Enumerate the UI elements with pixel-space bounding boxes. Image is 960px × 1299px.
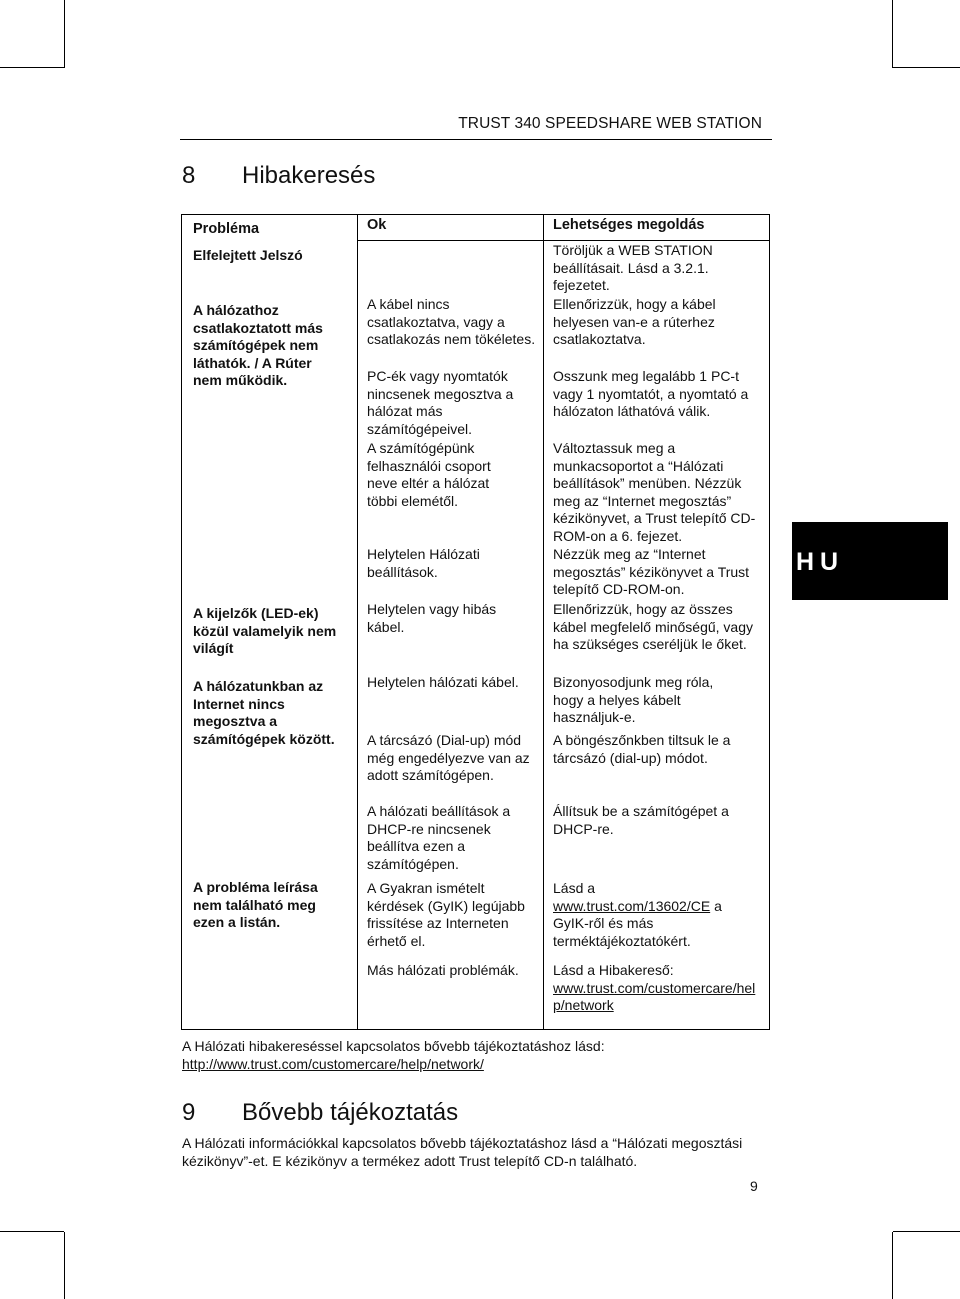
cause-cell: Helytelen hálózati kábel. <box>367 674 519 690</box>
crop-mark <box>892 1232 893 1299</box>
column-header-problem: Probléma <box>193 221 260 237</box>
solution-cell: Osszunk meg legalább 1 PC-t vagy 1 nyomtatót, a nyomtató a hálózaton láthatóvá válik. <box>553 368 749 419</box>
help-network-link[interactable]: www.trust.com/customercare/help/network <box>553 979 756 1013</box>
cause-cell: Helytelen vagy hibás kábel. <box>367 601 497 635</box>
page-number: 9 <box>750 1178 758 1194</box>
table-column-divider <box>543 214 544 1030</box>
cause-cell: A hálózati beállítások a DHCP-re nincsenek beállítva ezen a számítógépen. <box>367 803 511 872</box>
crop-mark <box>64 0 65 68</box>
solution-cell: Állítsuk be a számítógépet a DHCP-re. <box>553 803 729 837</box>
section-heading <box>182 162 375 190</box>
cause-cell: A Gyakran ismételt kérdések (GyIK) legújabb frissítése az Interneten érhető el. <box>367 880 525 949</box>
table-header-divider <box>357 240 770 241</box>
section-body: A Hálózati információkkal kapcsolatos bővebb tájékoztatáshoz lásd a “Hálózati megosztási kézikönyv”-et. E kézikönyv a termékez adott Trust telepítő CD-n található. <box>182 1135 743 1169</box>
solution-text: a GyIK-ről és más terméktájékoztatókért. <box>553 897 722 949</box>
column-header-cause: Ok <box>367 217 387 233</box>
problem-cell: A kijelzők (LED-ek) közül valamelyik nem világít <box>193 605 337 656</box>
footnote <box>182 1038 782 1073</box>
problem-cell: Elfelejtett Jelszó <box>193 247 303 263</box>
column-header-solution: Lehetséges megoldás <box>553 217 705 233</box>
section-number: 8 <box>182 162 196 189</box>
problem-cell: A hálózatunkban az Internet nincs megosztva a számítógépek között. <box>193 678 335 747</box>
solution-text: Lásd a Hibakereső: <box>553 962 674 978</box>
solution-cell-faq <box>553 880 753 950</box>
crop-mark <box>0 67 64 68</box>
crop-mark <box>893 1231 960 1232</box>
section-number: 9 <box>182 1099 196 1126</box>
solution-cell: Változtassuk meg a munkacsoportot a “Hálózati beállítások” menüben. Nézzük meg az “Internet megosztás” kézikönyvet, a Trust telepítő CD-ROM-on a 6. fejezet. <box>553 440 756 544</box>
faq-link[interactable]: www.trust.com/13602/CE <box>553 897 711 914</box>
solution-text: Lásd a <box>553 880 596 896</box>
crop-mark <box>0 1231 64 1232</box>
section-title: Bővebb tájékoztatás <box>242 1099 459 1126</box>
language-tab: HU <box>792 522 948 600</box>
crop-mark <box>893 67 960 68</box>
cause-cell: A tárcsázó (Dial-up) mód még engedélyezve van az adott számítógépen. <box>367 732 530 783</box>
table-column-divider <box>357 214 358 1030</box>
solution-cell: Bizonyosodjunk meg róla, hogy a helyes kábelt használjuk-e. <box>553 674 714 725</box>
solution-cell: Nézzük meg az “Internet megosztás” kézikönyvet a Trust telepítő CD-ROM-on. <box>553 546 750 597</box>
cause-cell: Más hálózati problémák. <box>367 962 519 978</box>
solution-cell-other <box>553 962 758 1015</box>
footnote-link[interactable]: http://www.trust.com/customercare/help/network/ <box>182 1055 484 1072</box>
running-header: TRUST 340 SPEEDSHARE WEB STATION <box>458 115 762 132</box>
cause-cell: Helytelen Hálózati beállítások. <box>367 546 480 580</box>
solution-cell: Ellenőrizzük, hogy a kábel helyesen van-e a rúterhez csatlakoztatva. <box>553 296 716 347</box>
crop-mark <box>64 1232 65 1299</box>
problem-cell: A hálózathoz csatlakoztatott más számítógépek nem láthatók. / A Rúter nem működik. <box>193 302 323 388</box>
cause-cell: PC-ék vagy nyomtatók nincsenek megosztva a hálózat más számítógépeivel. <box>367 368 514 437</box>
problem-cell: A probléma leírása nem található meg ezen a listán. <box>193 879 318 930</box>
solution-cell: Töröljük a WEB STATION beállításait. Lásd a 3.2.1. fejezetet. <box>553 242 713 293</box>
solution-cell: Ellenőrizzük, hogy az összes kábel megfelelő minőségű, vagy ha szükséges cseréljük le őket. <box>553 601 754 652</box>
header-rule <box>180 139 772 140</box>
cause-cell: A számítógépünk felhasználói csoport neve eltér a hálózat többi elemétől. <box>367 440 491 509</box>
footnote-text: A Hálózati hibakereséssel kapcsolatos bővebb tájékoztatáshoz lásd: <box>182 1038 605 1054</box>
cause-cell: A kábel nincs csatlakoztatva, vagy a csatlakozás nem tökéletes. <box>367 296 536 347</box>
solution-cell: A böngészőnkben tiltsuk le a tárcsázó (dial-up) módot. <box>553 732 731 766</box>
crop-mark <box>892 0 893 68</box>
section-heading <box>182 1099 458 1127</box>
section-title: Hibakeresés <box>242 162 376 189</box>
